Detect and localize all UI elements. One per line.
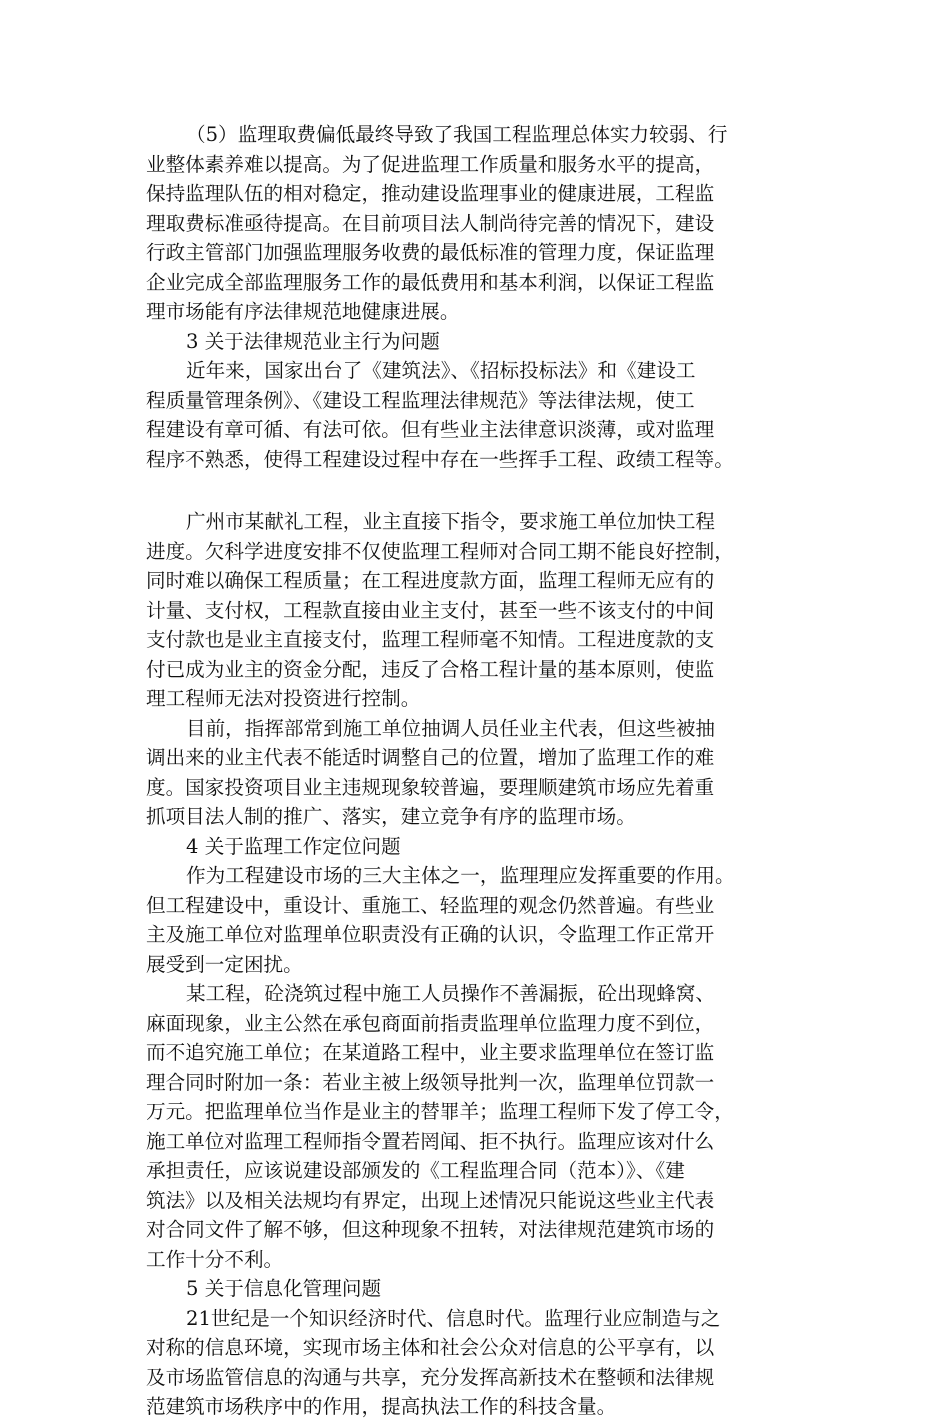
paragraph-line: 付已成为业主的资金分配，违反了合格工程计量的基本原则，使监 <box>146 657 715 681</box>
paragraph-line: 筑法》以及相关法规均有界定，出现上述情况只能说这些业主代表 <box>146 1188 715 1212</box>
paragraph-line: （5）监理取费偏低最终导致了我国工程监理总体实力较弱、行 <box>186 123 728 146</box>
section-heading-4: 4 关于监理工作定位问题 <box>186 834 401 858</box>
paragraph-line: 作为工程建设市场的三大主体之一，监理理应发挥重要的作用。 <box>186 864 735 887</box>
document-page <box>146 120 814 1422</box>
paragraph-line: 工作十分不利。 <box>146 1247 284 1271</box>
paragraph-line: 理取费标准亟待提高。在目前项目法人制尚待完善的情况下，建设 <box>146 211 715 235</box>
paragraph-line: 施工单位对监理工程师指令置若罔闻、拒不执行。监理应该对什么 <box>146 1129 715 1153</box>
paragraph-line: 而不追究施工单位；在某道路工程中，业主要求监理单位在签订监 <box>146 1041 715 1064</box>
paragraph-line: 但工程建设中，重设计、重施工、轻监理的观念仍然普遍。有些业 <box>146 893 715 917</box>
paragraph-line: 进度。欠科学进度安排不仅使监理工程师对合同工期不能良好控制， <box>146 539 734 563</box>
paragraph-line: 程序不熟悉，使得工程建设过程中存在一些挥手工程、政绩工程等。 <box>146 447 734 471</box>
paragraph-line: 程质量管理条例》、《建设工程监理法律规范》等法律法规，使工 <box>146 388 695 412</box>
paragraph-line: 范建筑市场秩序中的作用，提高执法工作的科技含量。 <box>146 1395 617 1418</box>
paragraph-line: 对合同文件了解不够，但这种现象不扭转，对法律规范建筑市场的 <box>146 1218 715 1241</box>
section-heading-5: 5 关于信息化管理问题 <box>186 1277 382 1300</box>
paragraph-line: 及市场监管信息的沟通与共享，充分发挥高新技术在整顿和法律规 <box>146 1365 715 1389</box>
paragraph-line: 万元。把监理单位当作是业主的替罪羊；监理工程师下发了停工令， <box>146 1100 734 1123</box>
paragraph-line: 调出来的业主代表不能适时调整自己的位置，增加了监理工作的难 <box>146 746 715 769</box>
paragraph-line: 业整体素养难以提高。为了促进监理工作质量和服务水平的提高， <box>146 152 715 176</box>
paragraph-line: 理市场能有序法律规范地健康进展。 <box>146 300 460 323</box>
paragraph-line: 度。国家投资项目业主违规现象较普遍，要理顺建筑市场应先着重 <box>146 775 715 799</box>
section-heading-3: 3 关于法律规范业主行为问题 <box>186 329 440 353</box>
paragraph-line: 近年来，国家出台了《建筑法》、《招标投标法》和《建设工 <box>186 359 696 382</box>
paragraph-line: 目前，指挥部常到施工单位抽调人员任业主代表，但这些被抽 <box>186 716 716 740</box>
paragraph-line: 理工程师无法对投资进行控制。 <box>146 687 421 710</box>
paragraph-line: 主及施工单位对监理单位职责没有正确的认识，令监理工作正常开 <box>146 923 715 946</box>
paragraph-line: 保持监理队伍的相对稳定，推动建设监理事业的健康进展，工程监 <box>146 182 715 205</box>
paragraph-line: 理合同时附加一条：若业主被上级领导批判一次，监理单位罚款一 <box>146 1070 715 1094</box>
paragraph-line: 企业完成全部监理服务工作的最低费用和基本利润，以保证工程监 <box>146 270 715 294</box>
blank-line <box>146 474 814 507</box>
paragraph-line: 支付款也是业主直接支付，监理工程师毫不知情。工程进度款的支 <box>146 628 715 651</box>
paragraph-line: 抓项目法人制的推广、落实，建立竞争有序的监理市场。 <box>146 805 636 828</box>
paragraph-line: 承担责任，应该说建设部颁发的《工程监理合同（范本）》、《建 <box>146 1159 685 1182</box>
paragraph-line: 行政主管部门加强监理服务收费的最低标准的管理力度，保证监理 <box>146 241 715 264</box>
paragraph-line: 展受到一定困扰。 <box>146 952 303 976</box>
paragraph-line: 对称的信息环境，实现市场主体和社会公众对信息的公平享有，以 <box>146 1336 715 1359</box>
paragraph-line: 麻面现象，业主公然在承包商面前指责监理单位监理力度不到位， <box>146 1011 715 1035</box>
paragraph-line: 程建设有章可循、有法可依。但有些业主法律意识淡薄，或对监理 <box>146 418 715 441</box>
paragraph-line: 同时难以确保工程质量；在工程进度款方面，监理工程师无应有的 <box>146 569 715 592</box>
paragraph-line: 计量、支付权，工程款直接由业主支付，甚至一些不该支付的中间 <box>146 598 715 622</box>
paragraph-line: 广州市某献礼工程，业主直接下指令，要求施工单位加快工程 <box>186 510 716 533</box>
paragraph-line: 某工程，砼浇筑过程中施工人员操作不善漏振，砼出现蜂窝、 <box>186 982 716 1005</box>
paragraph-line: 21世纪是一个知识经济时代、信息时代。监理行业应制造与之 <box>186 1306 721 1330</box>
